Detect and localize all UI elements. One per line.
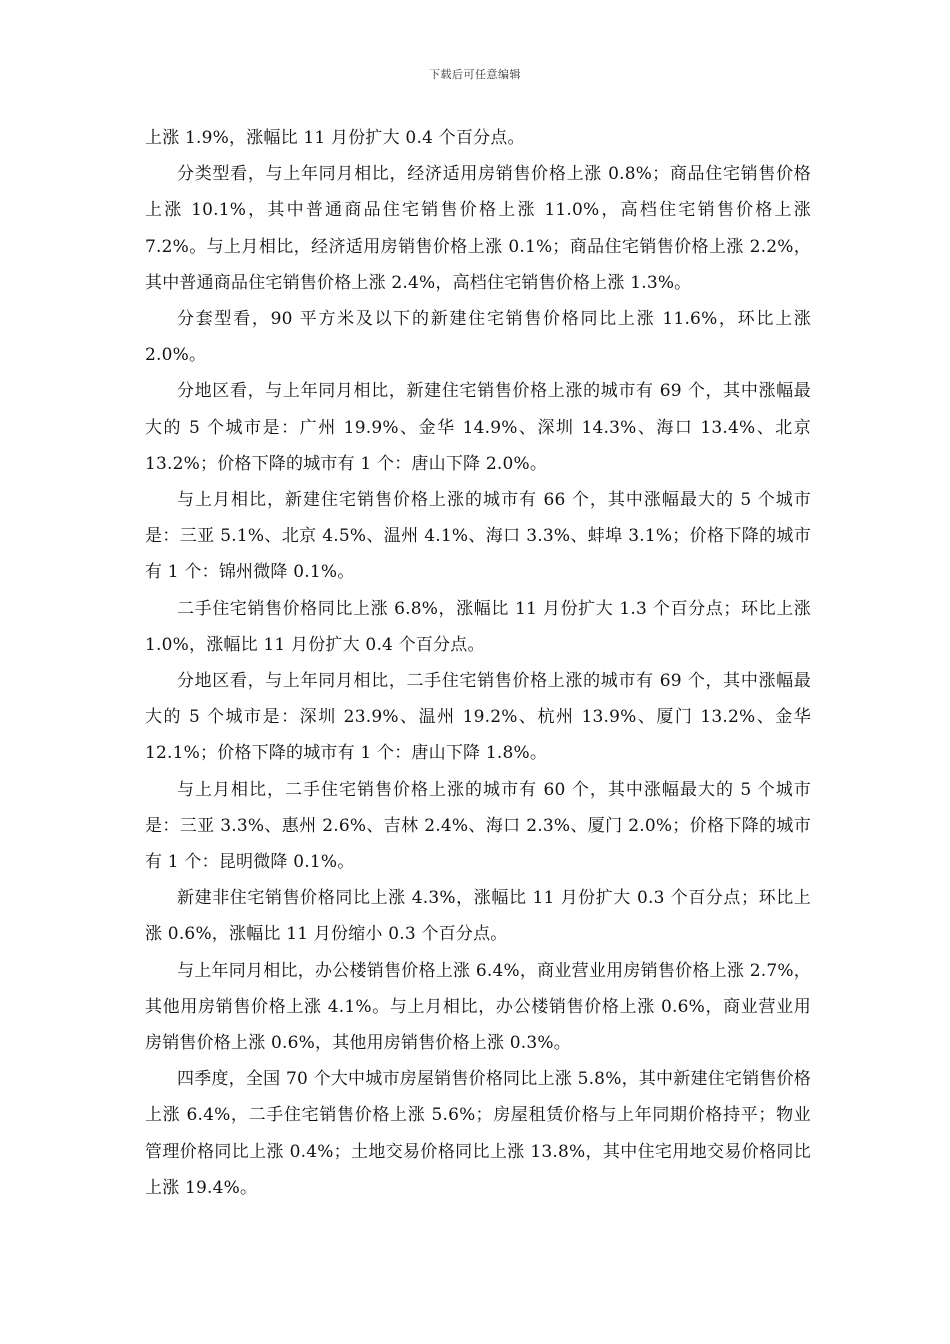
page-header: 下载后可任意编辑 — [429, 68, 521, 81]
paragraph-10: 与上年同月相比，办公楼销售价格上涨 6.4%，商业营业用房销售价格上涨 2.7%，其他用房销售价格上涨 4.1%。与上月相比，办公楼销售价格上涨 0.6%，商业营业用房销售价格上涨 0.6%，其他用房销售价格上涨 0.3%。 — [145, 960, 811, 1054]
paragraph-2: 分类型看，与上年同月相比，经济适用房销售价格上涨 0.8%；商品住宅销售价格上涨 10.1%，其中普通商品住宅销售价格上涨 11.0%，高档住宅销售价格上涨 7.2%。与上月相比，经济适用房销售价格上涨 0.1%；商品住宅销售价格上涨 2.2%，其中普通商品住宅销售价格上涨 2.4%，高档住宅销售价格上涨 1.3%。 — [145, 164, 811, 293]
paragraph-4: 分地区看，与上年同月相比，新建住宅销售价格上涨的城市有 69 个，其中涨幅最大的 5 个城市是：广州 19.9%、金华 14.9%、深圳 14.3%、海口 13.4%、北京 13.2%；价格下降的城市有 1 个：唐山下降 2.0%。 — [145, 381, 811, 474]
paragraph-11: 四季度，全国 70 个大中城市房屋销售价格同比上涨 5.8%，其中新建住宅销售价格上涨 6.4%，二手住宅销售价格上涨 5.6%；房屋租赁价格与上年同期价格持平；物业管理价格同比上涨 0.4%；土地交易价格同比上涨 13.8%，其中住宅用地交易价格同比上涨 19.4%。 — [145, 1069, 811, 1198]
paragraph-5: 与上月相比，新建住宅销售价格上涨的城市有 66 个，其中涨幅最大的 5 个城市是：三亚 5.1%、北京 4.5%、温州 4.1%、海口 3.3%、蚌埠 3.1%；价格下降的城市有 1 个：锦州微降 0.1%。 — [145, 490, 811, 583]
paragraph-9: 新建非住宅销售价格同比上涨 4.3%，涨幅比 11 月份扩大 0.3 个百分点；环比上涨 0.6%，涨幅比 11 月份缩小 0.3 个百分点。 — [145, 888, 811, 945]
document-body — [145, 120, 811, 1206]
paragraph-7: 分地区看，与上年同月相比，二手住宅销售价格上涨的城市有 69 个，其中涨幅最大的 5 个城市是：深圳 23.9%、温州 19.2%、杭州 13.9%、厦门 13.2%、金华 12.1%；价格下降的城市有 1 个：唐山下降 1.8%。 — [145, 671, 811, 764]
paragraph-3: 分套型看，90 平方米及以下的新建住宅销售价格同比上涨 11.6%，环比上涨 2.0%。 — [145, 309, 811, 366]
paragraph-8: 与上月相比，二手住宅销售价格上涨的城市有 60 个，其中涨幅最大的 5 个城市是：三亚 3.3%、惠州 2.6%、吉林 2.4%、海口 2.3%、厦门 2.0%；价格下降的城市有 1 个：昆明微降 0.1%。 — [145, 779, 811, 873]
paragraph-1: 上涨 1.9%，涨幅比 11 月份扩大 0.4 个百分点。 — [145, 128, 525, 148]
paragraph-6: 二手住宅销售价格同比上涨 6.8%，涨幅比 11 月份扩大 1.3 个百分点；环比上涨 1.0%，涨幅比 11 月份扩大 0.4 个百分点。 — [145, 598, 811, 655]
